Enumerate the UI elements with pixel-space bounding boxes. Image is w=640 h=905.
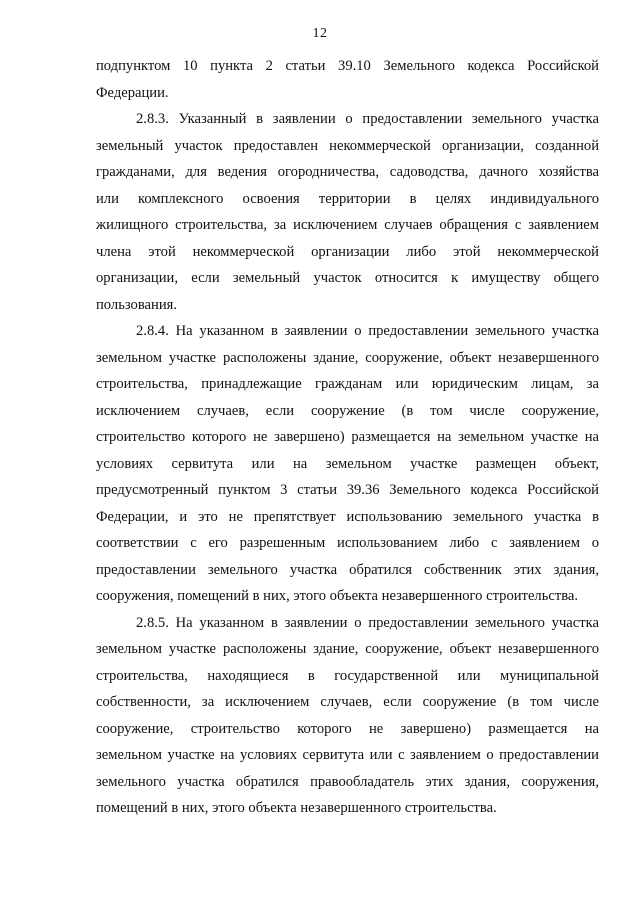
paragraph-continuation xyxy=(96,53,599,106)
text-line: помещений в них, этого объекта незавершенного строительства. xyxy=(96,800,497,816)
text-line: земельном участке расположены здание, сооружение, объект незавершенного xyxy=(96,641,599,657)
text-line: гражданами, для ведения огородничества, садоводства, дачного хозяйства xyxy=(96,164,599,180)
text-line: 2.8.5. На указанном в заявлении о предоставлении земельного участка xyxy=(136,614,599,631)
text-line: 2.8.4. На указанном в заявлении о предоставлении земельного участка xyxy=(136,323,599,339)
text-line: жилищного строительства, за исключением случаев обращения с заявлением xyxy=(96,217,599,233)
text-line: Федерации. xyxy=(96,84,169,101)
text-line: условиях сервитута или на земельном участке размещен объект, xyxy=(96,455,599,472)
text-line: строительство которого не завершено) размещается на земельном участке на xyxy=(96,429,599,445)
paragraph-2-8-5 xyxy=(96,610,599,822)
text-line: соответствии с его разрешенным использованием либо с заявлением о xyxy=(96,535,599,551)
text-line: предусмотренный пунктом 3 статьи 39.36 Земельного кодекса Российской xyxy=(96,482,599,498)
text-line: пользования. xyxy=(96,296,177,313)
text-line: подпунктом 10 пункта 2 статьи 39.10 Земельного кодекса Российской xyxy=(96,58,599,74)
text-line: члена этой некоммерческой организации либо этой некоммерческой xyxy=(96,243,599,260)
text-line: организации, если земельный участок относится к имуществу общего xyxy=(96,270,599,286)
document-body xyxy=(96,53,599,822)
text-line: сооружение, строительство которого не завершено) размещается на xyxy=(96,720,599,737)
text-line: 2.8.3. Указанный в заявлении о предоставлении земельного участка xyxy=(136,111,599,127)
text-line: строительства, принадлежащие гражданам или юридическим лицам, за xyxy=(96,376,599,392)
text-line: Федерации, и это не препятствует использованию земельного участка в xyxy=(96,508,599,525)
text-line: исключением случаев, если сооружение (в том числе сооружение, xyxy=(96,402,599,419)
text-line: или комплексного освоения территории в целях индивидуального xyxy=(96,190,599,207)
paragraph-2-8-4 xyxy=(96,318,599,610)
text-line: земельном участке на условиях сервитута или с заявлением о предоставлении xyxy=(96,747,599,763)
paragraph-2-8-3 xyxy=(96,106,599,318)
text-line: строительства, находящиеся в государственной или муниципальной xyxy=(96,667,599,684)
text-line: сооружения, помещений в них, этого объекта незавершенного строительства. xyxy=(96,588,579,604)
text-line: земельный участок предоставлен некоммерческой организации, созданной xyxy=(96,137,599,154)
page-number: 12 xyxy=(312,26,328,41)
text-line: собственности, за исключением случаев, если сооружение (в том числе xyxy=(96,694,599,710)
text-line: предоставлении земельного участка обратился собственник этих здания, xyxy=(96,561,599,578)
text-line: земельного участка обратился правообладатель этих здания, сооружения, xyxy=(96,773,599,790)
text-line: земельном участке расположены здание, сооружение, объект незавершенного xyxy=(96,349,599,366)
